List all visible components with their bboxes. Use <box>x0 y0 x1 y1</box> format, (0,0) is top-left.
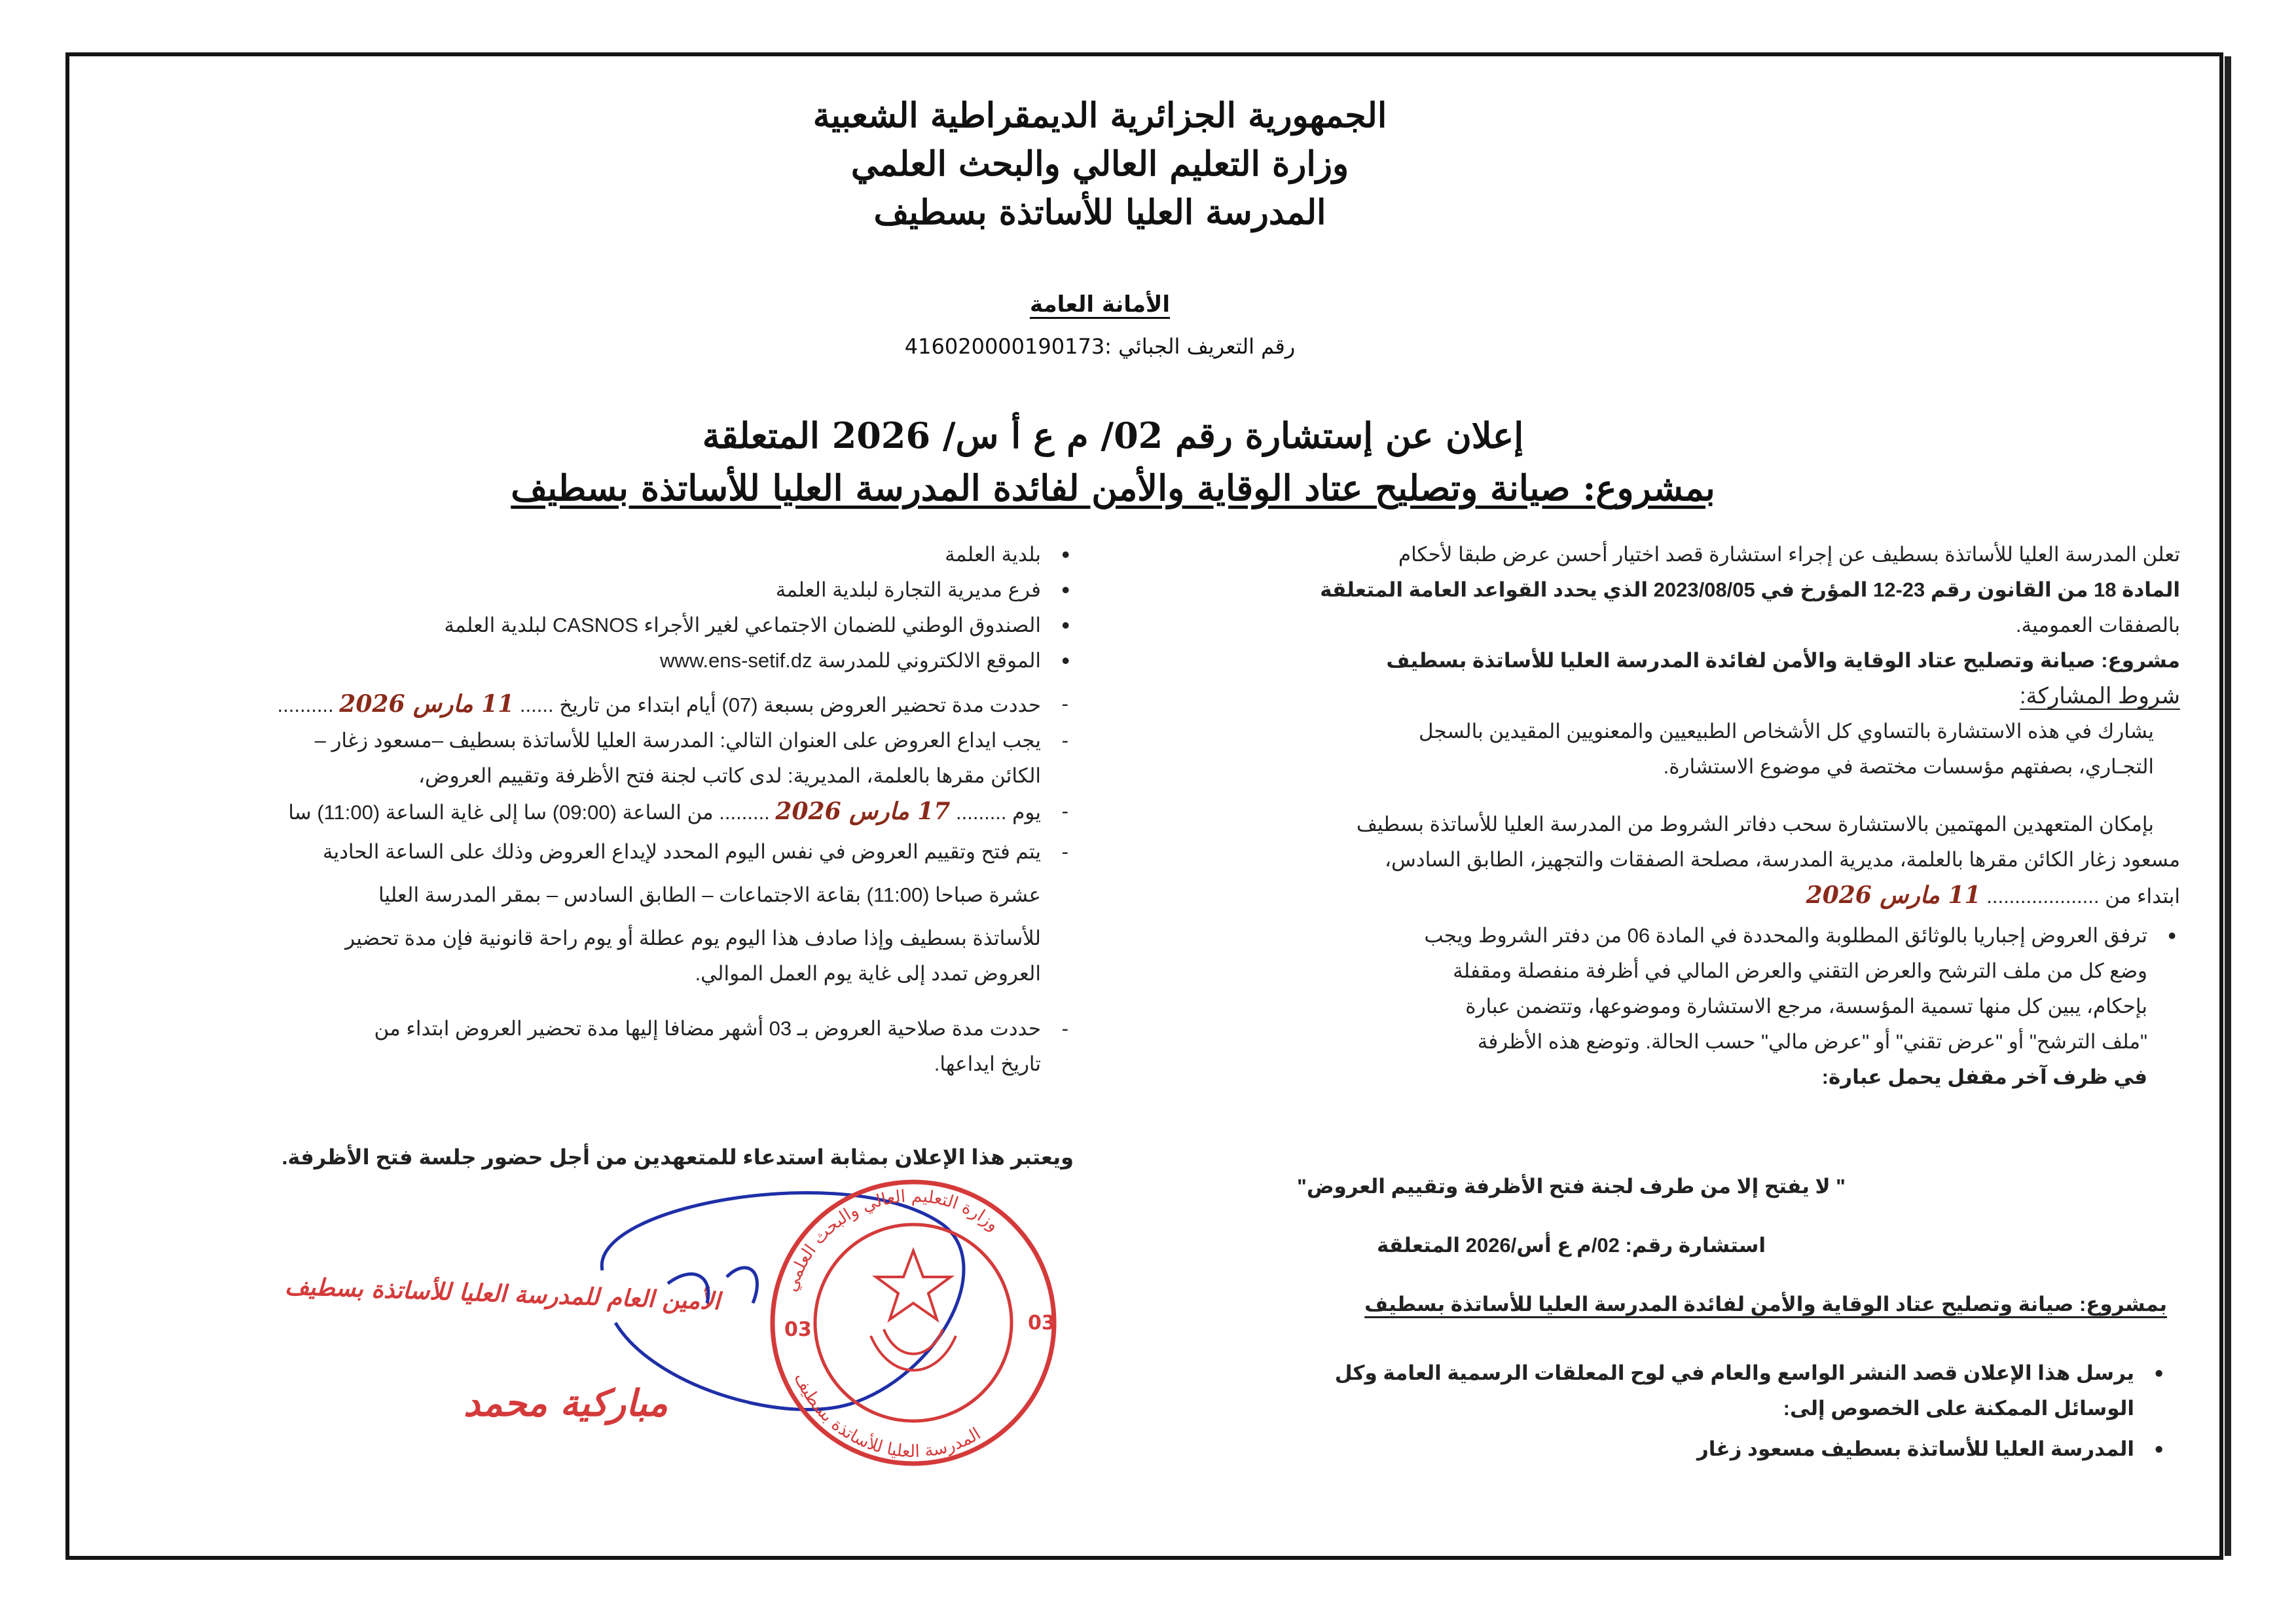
withdraw-1: بإمكان المتعهدين المهتمين بالاستشارة سحب دفاتر الشروط من المدرسة العليا للأساتذة بسطيف <box>1356 813 2154 836</box>
publish-block <box>1106 1356 2167 1467</box>
header-ministry: وزارة التعليم العالي والبحث العلمي <box>850 144 1349 184</box>
deposit-2: الكائن مقرها بالعلمة، المديرية: لدى كاتب لجنة فتح الأظرفة وتقييم العروض، <box>418 764 1041 787</box>
conditions-title-text: شروط المشاركة: <box>2020 684 2180 709</box>
conditions-title <box>1106 678 2180 714</box>
intro-line-3: بالصفقات العمومية. <box>2015 614 2180 637</box>
recipient-list-item: • الصندوق الوطني للضمان الاجتماعي لغير الأجراء CASNOS لبلدية العلمة <box>131 608 1074 643</box>
prep-date: 11 مارس 2026 <box>339 690 515 718</box>
condition-2: التجـاري، بصفتهم مؤسسات مختصة في موضوع الاستشارة. <box>1663 755 2154 778</box>
withdraw-3: ابتداء من .................... 11 مارس 2026 <box>1806 881 2180 909</box>
deposit-1: - يجب ايداع العروض على العنوان التالي: المدرسة العليا للأساتذة بسطيف –مسعود زغار – <box>314 729 1041 752</box>
opening-1: - يتم فتح وتقييم العروض في نفس اليوم المحدد لإيداع العروض وذلك على الساعة الحادية <box>322 840 1041 863</box>
offers-5: في ظرف آخر مقفل يحمل عبارة: <box>1821 1065 2147 1088</box>
header-secretariat <box>917 291 1283 318</box>
left-column <box>131 537 1074 1082</box>
recipient-list-item: • فرع مديرية التجارة لبلدية العلمة <box>131 572 1074 608</box>
opening-4: العروض تمدد إلى غاية يوم العمل الموالي. <box>695 962 1041 985</box>
deposit-day: - يوم ......... 17 مارس 2026 ......... من الساعة (09:00) سا إلى غاية الساعة (11:00) سا <box>131 794 1074 830</box>
offers-2: وضع كل من ملف الترشح والعرض التقني والعرض المالي في أظرفة منفصلة ومقفلة <box>1453 959 2147 982</box>
official-stamp-icon <box>759 1172 1067 1473</box>
withdraw-from: ابتداء من <box>2105 885 2180 908</box>
project-line-2-text: بمشروع: صيانة وتصليح عتاد الوقاية والأمن لفائدة المدرسة العليا للأساتذة بسطيف <box>1364 1293 2167 1316</box>
envelope-quote: " لا يفتح إلا من طرف لجنة فتح الأظرفة وتقييم العروض" <box>1297 1175 1846 1198</box>
title-line-2 <box>458 462 1768 514</box>
tax-id: رقم التعريف الجبائي :416020000190173 <box>904 334 1296 359</box>
signature-name: مباركية محمد <box>464 1382 668 1425</box>
header-block <box>720 92 1480 237</box>
secretariat-label: الأمانة العامة <box>1029 291 1171 318</box>
opening-item <box>131 834 1074 991</box>
condition-1: يشارك في هذه الاستشارة بالتساوي كل الأشخاص الطبيعيين والمعنويين المقيدين بالسجل <box>1419 720 2154 743</box>
intro-line-2: المادة 18 من القانون رقم 23-12 المؤرخ في 2023/08/05 الذي يحدد القواعد العامة المتعلقة <box>1320 578 2180 601</box>
signature-title: الأمين العام للمدرسة العليا للأساتذة بسطيف <box>284 1273 721 1316</box>
offers-3: بإحكام، يبين كل منها تسمية المؤسسة، مرجع الاستشارة وموضوعها، وتتضمن عبارة <box>1465 995 2147 1018</box>
publish-3: المدرسة العليا للأساتذة بسطيف مسعود زغار <box>1696 1437 2134 1460</box>
project-line-2 <box>1106 1287 2167 1322</box>
offers-1: • ترفق العروض إجباريا بالوثائق المطلوبة والمحددة في المادة 06 من دفتر الشروط ويجب <box>1424 924 2147 947</box>
consultation-ref: استشارة رقم: 02/م ع أس/2026 المتعلقة <box>1377 1234 1766 1257</box>
publish-school <box>1106 1431 2167 1467</box>
withdraw-2: مسعود زغار الكائن مقرها بالعلمة، مديرية المدرسة، مصلحة الصفقات والتجهيز، الطابق السادس، <box>1384 848 2180 871</box>
header-school: المدرسة العليا للأساتذة بسطيف <box>873 193 1326 232</box>
project-line: مشروع: صيانة وتصليح عتاد الوقاية والأمن لفائدة المدرسة العليا للأساتذة بسطيف <box>1386 649 2180 672</box>
stamp-inner-text: المدرسة العليا للأساتذة بسطيف <box>790 1370 985 1462</box>
prep-period: - حددت مدة تحضير العروض بسبعة (07) أيام ابتداء من تاريخ ...... 11 مارس 2026 .......... <box>131 686 1074 723</box>
stamp-number: 03 <box>1028 1312 1055 1335</box>
withdraw-date: 11 مارس 2026 <box>1806 881 1981 909</box>
title-line-1: إعلان عن إستشارة رقم 02/ م ع أ س/ 2026 المتعلقة <box>702 415 1524 456</box>
offers-item <box>1106 918 2180 1095</box>
opening-3: للأساتذة بسطيف وإذا صادف هذا اليوم يوم عطلة أو يوم راحة قانونية فإن مدة تحضير <box>345 927 1041 950</box>
stamp-outer-text: وزارة التعليم العالي والبحث العلمي <box>781 1186 1003 1295</box>
recipient-list-item: • الموقع الالكتروني للمدرسة www.ens-setif.dz <box>131 643 1074 678</box>
validity-2: تاريخ ايداعها. <box>934 1052 1041 1075</box>
publish-2: الوسائل الممكنة على الخصوص إلى: <box>1783 1397 2134 1420</box>
intro-line-1: تعلن المدرسة العليا للأساتذة بسطيف عن إجراء استشارة قصد اختيار أحسن عرض طبقا لأحكام <box>1398 543 2180 566</box>
recipient-list-item: • بلدية العلمة <box>131 537 1074 572</box>
deposit-day-a: يوم <box>1012 801 1041 824</box>
validity-item <box>131 1011 1074 1082</box>
opening-2: عشرة صباحا (11:00) بقاعة الاجتماعات – الطابق السادس – بمقر المدرسة العليا <box>378 883 1041 906</box>
announcement-title <box>458 409 1768 514</box>
header-republic: الجمهورية الجزائرية الديمقراطية الشعبية <box>812 96 1387 136</box>
title-line-2-text: بمشروع: صيانة وتصليح عتاد الوقاية والأمن لفائدة المدرسة العليا للأساتذة بسطيف <box>511 467 1715 509</box>
deposit-day-b: من الساعة (09:00) سا إلى غاية الساعة (11:00) سا <box>288 801 714 824</box>
offers-4: "ملف الترشح" أو "عرض تقني" أو "عرض مالي" حسب الحالة. وتوضع هذه الأظرفة <box>1477 1030 2147 1053</box>
deposit-item <box>131 723 1074 794</box>
publish-item <box>1106 1356 2167 1426</box>
validity-1: - حددت مدة صلاحية العروض بـ 03 أشهر مضافا إليها مدة تحضير العروض ابتداء من <box>374 1017 1041 1040</box>
stamp-number-left: 03 <box>784 1318 812 1341</box>
prep-period-text: حددت مدة تحضير العروض بسبعة (07) أيام ابتداء من تاريخ <box>559 693 1041 716</box>
invitation-note: ويعتبر هذا الإعلان بمثابة استدعاء للمتعهدين من أجل حضور جلسة فتح الأظرفة. <box>282 1145 1074 1169</box>
right-column <box>1106 537 2180 1095</box>
deposit-date: 17 مارس 2026 <box>775 798 951 825</box>
publish-1: • يرسل هذا الإعلان قصد النشر الواسع والعام في لوح المعلقات الرسمية العامة وكل <box>1334 1361 2134 1384</box>
